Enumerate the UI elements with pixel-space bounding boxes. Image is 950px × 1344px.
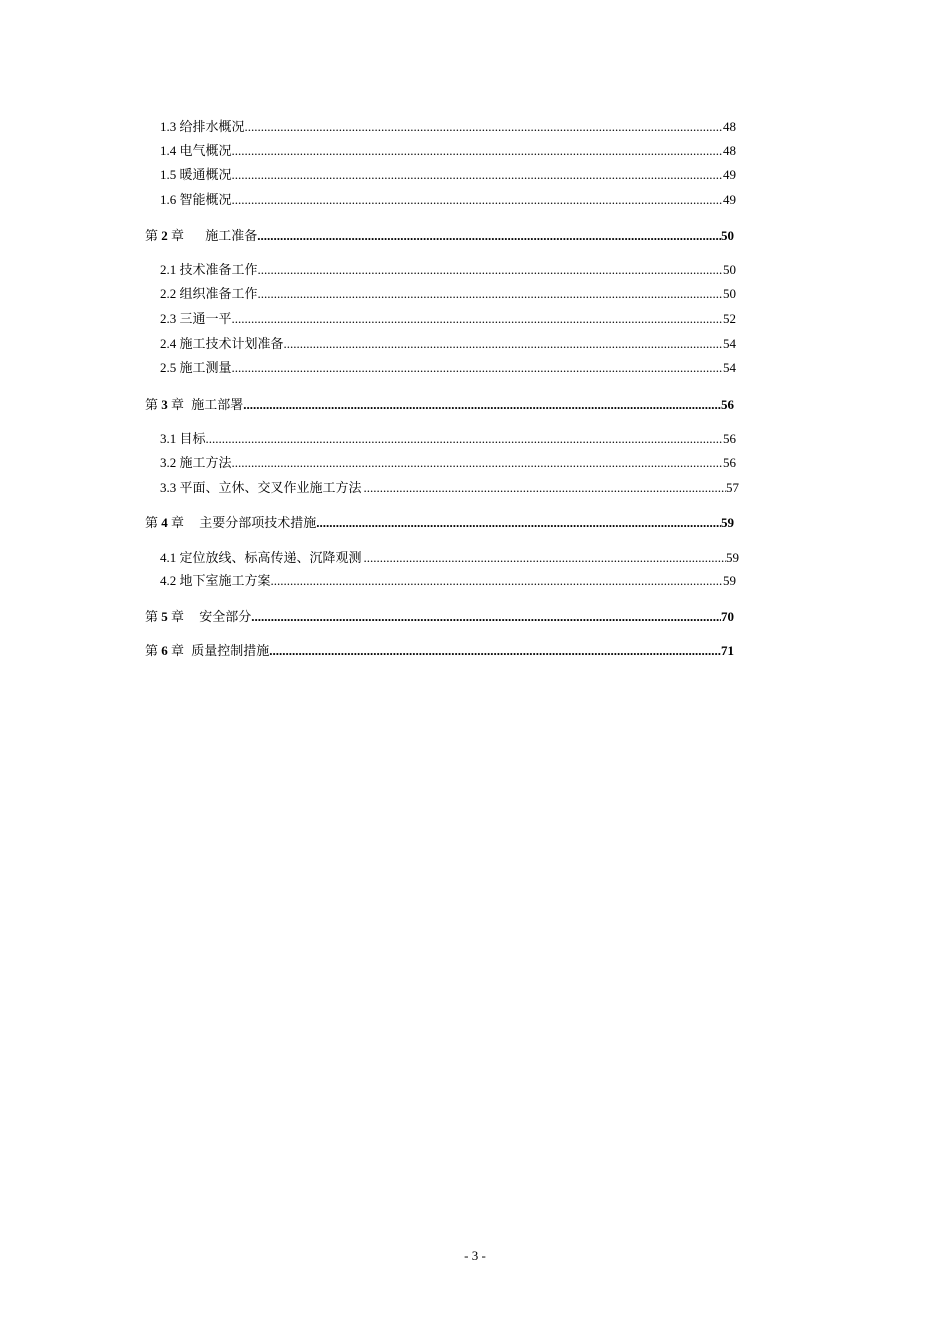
chapter-title: 施工准备 (205, 228, 258, 243)
dot-leader (257, 227, 721, 245)
toc-entry-page: 59 (723, 573, 736, 588)
page-footer (0, 1247, 950, 1265)
dot-leader (284, 335, 723, 353)
dot-leader (232, 359, 723, 377)
toc-entry-label: 2.5 施工测量 (160, 360, 232, 375)
toc-entry-page: 50 (723, 286, 736, 301)
toc-entry-1-4[interactable] (160, 142, 736, 160)
dot-leader (232, 166, 723, 184)
chapter-title: 施工部署 (191, 397, 244, 412)
toc-entry-page: 56 (723, 431, 736, 446)
toc-entry-page: 54 (723, 336, 736, 351)
chapter-prefix: 第 (145, 515, 159, 530)
dot-leader (206, 430, 723, 448)
toc-entry-page: 71 (721, 643, 734, 658)
chapter-suffix: 章 (171, 228, 185, 243)
toc-entry-label: 1.4 电气概况 (160, 143, 232, 158)
toc-chapter-4[interactable] (145, 514, 734, 532)
toc-entry-page: 48 (723, 143, 736, 158)
toc-entry-3-2[interactable] (160, 454, 736, 472)
dot-leader (258, 261, 723, 279)
toc-chapter-5[interactable] (145, 608, 734, 626)
dot-leader (364, 549, 726, 567)
toc-entry-label: 3.1 目标 (160, 431, 206, 446)
toc-chapter-label (145, 642, 269, 660)
toc-entry-page: 48 (723, 119, 736, 134)
dot-leader (316, 514, 721, 532)
dot-leader (245, 118, 723, 136)
dot-leader (232, 310, 723, 328)
toc-entry-label: 2.4 施工技术计划准备 (160, 336, 284, 351)
toc-chapter-label (145, 227, 257, 245)
toc-entry-page: 56 (721, 397, 734, 412)
toc-entry-1-5[interactable] (160, 166, 736, 184)
dot-leader (251, 608, 721, 626)
toc-entry-label: 2.3 三通一平 (160, 311, 232, 326)
dot-leader (232, 454, 723, 472)
chapter-number: 4 (161, 515, 168, 530)
chapter-prefix: 第 (145, 228, 159, 243)
chapter-prefix: 第 (145, 397, 159, 412)
chapter-suffix: 章 (171, 515, 185, 530)
toc-entry-4-2[interactable] (160, 572, 736, 590)
dot-leader (258, 285, 723, 303)
toc-entry-2-2[interactable] (160, 285, 736, 303)
chapter-number: 5 (161, 609, 168, 624)
toc-entry-page: 49 (723, 167, 736, 182)
toc-entry-2-3[interactable] (160, 310, 736, 328)
toc-chapter-label (145, 514, 316, 532)
toc-entry-1-3[interactable] (160, 118, 736, 136)
dot-leader (271, 572, 723, 590)
toc-entry-page: 49 (723, 192, 736, 207)
dot-leader (232, 191, 723, 209)
toc-entry-page: 52 (723, 311, 736, 326)
toc-entry-page: 50 (721, 228, 734, 243)
toc-chapter-2[interactable] (145, 227, 734, 245)
toc-entry-label: 4.2 地下室施工方案 (160, 573, 271, 588)
toc-chapter-3[interactable] (145, 396, 734, 414)
chapter-prefix: 第 (145, 643, 159, 658)
toc-entry-label: 1.3 给排水概况 (160, 119, 245, 134)
chapter-number: 2 (161, 228, 168, 243)
toc-entry-page: 50 (723, 262, 736, 277)
toc-entry-page: 57 (726, 480, 739, 495)
toc-entry-label: 1.6 智能概况 (160, 192, 232, 207)
toc-entry-label: 2.1 技术准备工作 (160, 262, 258, 277)
toc-entry-label: 3.3 平面、立休、交叉作业施工方法 (160, 480, 362, 495)
dot-leader (243, 396, 721, 414)
chapter-title: 主要分部项技术措施 (199, 515, 317, 530)
toc-entry-label: 2.2 组织准备工作 (160, 286, 258, 301)
toc-chapter-label (145, 396, 243, 414)
toc-entry-page: 70 (721, 609, 734, 624)
chapter-suffix: 章 (171, 643, 185, 658)
toc-entry-2-1[interactable] (160, 261, 736, 279)
toc-entry-2-5[interactable] (160, 359, 736, 377)
toc-entry-3-3[interactable] (160, 479, 739, 497)
toc-entry-page: 56 (723, 455, 736, 470)
toc-entry-label: 1.5 暖通概况 (160, 167, 232, 182)
toc-entry-1-6[interactable] (160, 191, 736, 209)
chapter-suffix: 章 (171, 609, 185, 624)
chapter-suffix: 章 (171, 397, 185, 412)
chapter-number: 6 (161, 643, 168, 658)
toc-entry-3-1[interactable] (160, 430, 736, 448)
chapter-title: 质量控制措施 (191, 643, 270, 658)
toc-entry-2-4[interactable] (160, 335, 736, 353)
chapter-prefix: 第 (145, 609, 159, 624)
chapter-number: 3 (161, 397, 168, 412)
toc-entry-page: 59 (726, 550, 739, 565)
dot-leader (232, 142, 723, 160)
page-number: - 3 - (464, 1248, 486, 1263)
dot-leader (269, 642, 721, 660)
toc-chapter-6[interactable] (145, 642, 734, 660)
toc-entry-page: 59 (721, 515, 734, 530)
toc-entry-label: 3.2 施工方法 (160, 455, 232, 470)
toc-chapter-label (145, 608, 251, 626)
chapter-title: 安全部分 (199, 609, 252, 624)
toc-entry-page: 54 (723, 360, 736, 375)
toc-entry-label: 4.1 定位放线、标高传递、沉降观测 (160, 550, 362, 565)
dot-leader (364, 479, 726, 497)
toc-entry-4-1[interactable] (160, 549, 739, 567)
